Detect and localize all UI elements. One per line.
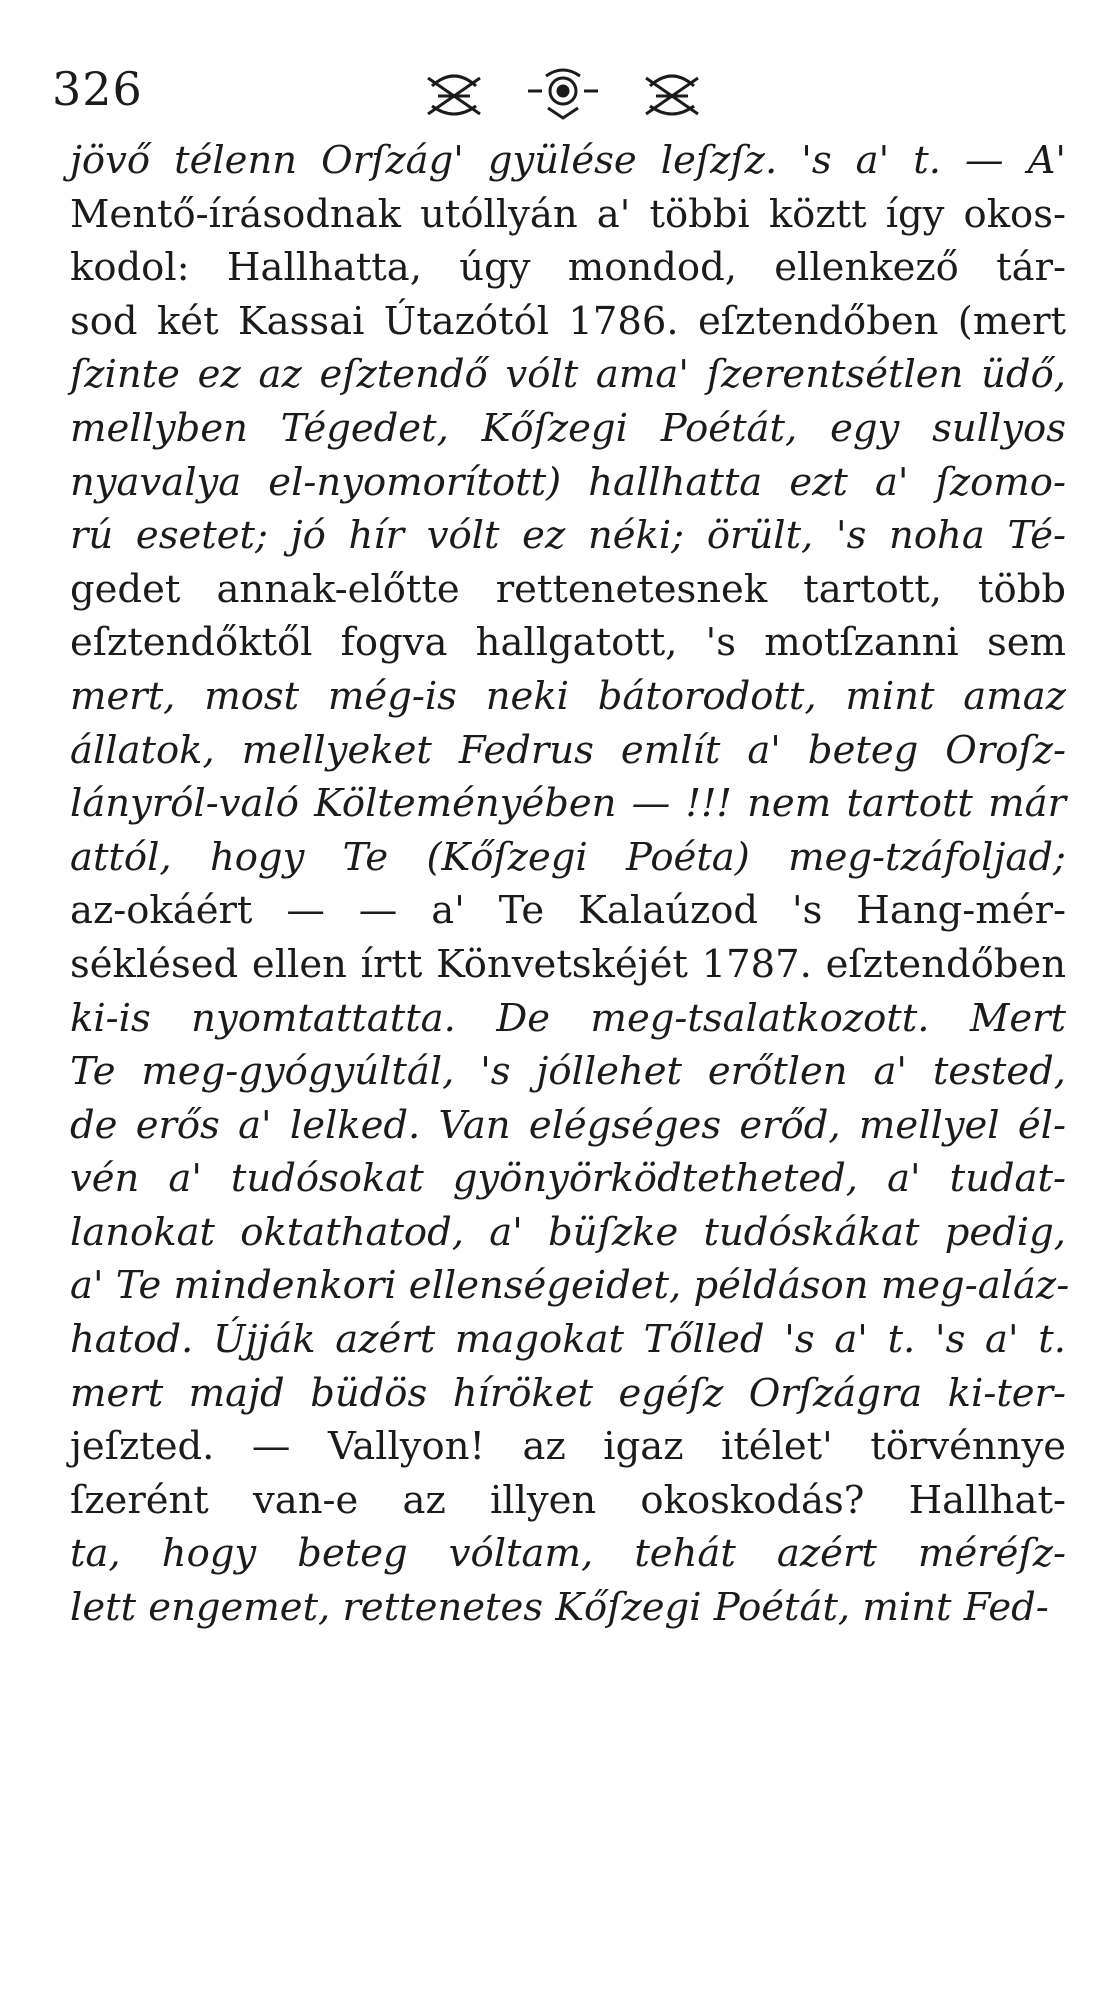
text-line: eſztendőktől fogva hallgatott, 's motſzanni sem bbox=[70, 620, 1066, 666]
text-line: séklésed ellen írtt Könvetskéjét 1787. eſztendőben bbox=[70, 941, 1066, 987]
text-line: kodol: Hallhatta, úgy mondod, ellenkező tár- bbox=[70, 245, 1066, 291]
text-line: mert majd büdös híröket egéſz Orſzágra ki-ter- bbox=[70, 1370, 1066, 1416]
text-line: attól, hogy Te (Kőſzegi Poéta) meg-tzáfoljad; bbox=[70, 834, 1066, 880]
text-line: lanokat oktathatod, a' büſzke tudóskákat pedig, bbox=[70, 1209, 1066, 1255]
page-number: 326 bbox=[52, 62, 143, 116]
text-line: ſzinte ez az eſztendő vólt ama' ſzerentsétlen üdő, bbox=[70, 352, 1066, 398]
text-line: jövő télenn Orſzág' gyülése leſzſz. 's a' t. — A' bbox=[70, 138, 1066, 183]
ornament-icon bbox=[418, 64, 708, 122]
text-line: Te meg-gyógyúltál, 's jóllehet erőtlen a' tested, bbox=[70, 1049, 1066, 1095]
text-line: az-okáért — — a' Te Kalaúzod 's Hang-mér- bbox=[70, 888, 1066, 934]
text-line: sod két Kassai Útazótól 1786. eſztendőben (mert bbox=[70, 298, 1066, 344]
text-line: rú esetet; jó hír vólt ez néki; örült, 's noha Té- bbox=[70, 513, 1066, 559]
text-line: ta, hogy beteg vóltam, tehát azért méréſz- bbox=[70, 1531, 1066, 1577]
text-line: hatod. Újják azért magokat Tőlled 's a' t. 's a' t. bbox=[70, 1317, 1066, 1363]
body-text bbox=[70, 134, 1070, 1635]
text-line: nyavalya el-nyomorított) hallhatta ezt a' ſzomo- bbox=[70, 459, 1066, 505]
text-line: mert, most még-is neki bátorodott, mint amaz bbox=[70, 673, 1066, 719]
text-line: lett engemet, rettenetes Kőſzegi Poétát, mint Fed- bbox=[70, 1585, 1049, 1631]
text-line: gedet annak-előtte rettenetesnek tartott, több bbox=[70, 566, 1066, 612]
text-line: ſzerént van-e az illyen okoskodás? Hallhat- bbox=[70, 1477, 1066, 1523]
text-line: vén a' tudósokat gyönyörködtetheted, a' tudat- bbox=[70, 1156, 1066, 1202]
text-line: jeſzted. — Vallyon! az igaz itélet' törvénnye bbox=[70, 1424, 1066, 1470]
text-line: állatok, mellyeket Fedrus említ a' beteg Oroſz- bbox=[70, 727, 1066, 773]
text-line: de erős a' lelked. Van elégséges erőd, mellyel él- bbox=[70, 1102, 1066, 1148]
text-line: a' Te mindenkori ellenségeidet, példáson meg-aláz- bbox=[70, 1263, 1070, 1309]
text-line: lányról-való Költeményében — !!! nem tartott már bbox=[70, 781, 1066, 827]
text-line: Mentő-írásodnak utóllyán a' többi köztt így okos- bbox=[70, 191, 1066, 237]
text-line: ki-is nyomtattatta. De meg-tsalatkozott. Mert bbox=[70, 995, 1066, 1041]
text-line: mellyben Tégedet, Kőſzegi Poétát, egy sullyos bbox=[70, 405, 1066, 451]
